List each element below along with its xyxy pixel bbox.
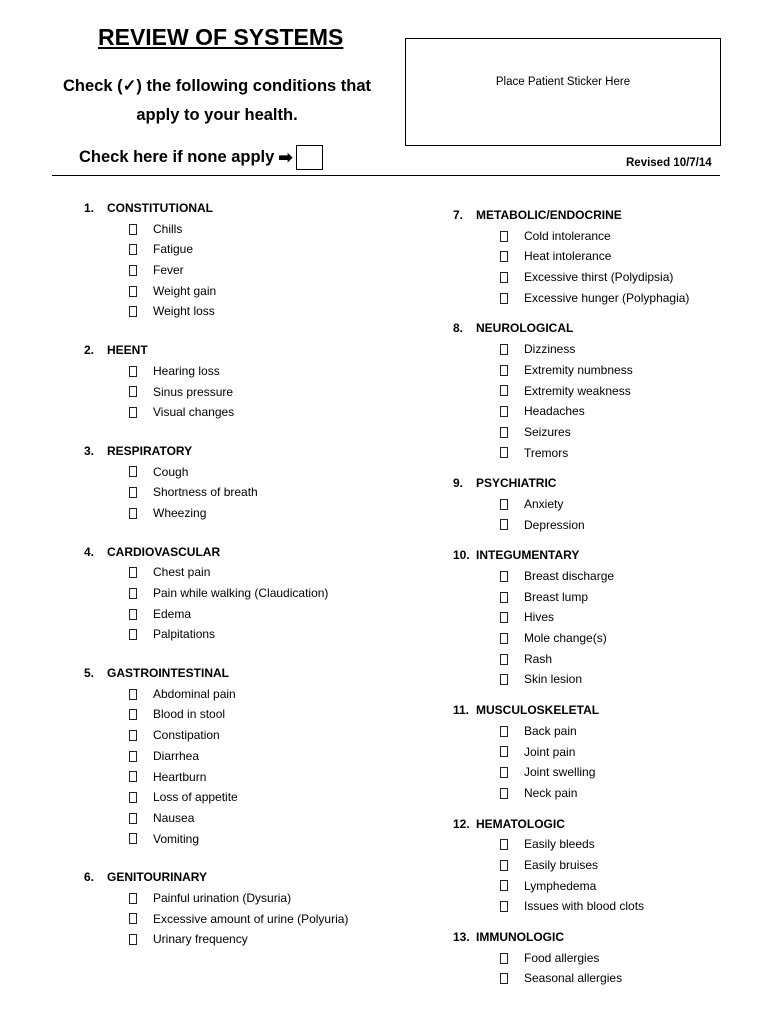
checklist-item-weight-gain [84,281,414,302]
instructions-text: Check (✓) the following conditions that apply to your health. [62,77,372,124]
item-label: Fever [153,263,184,278]
checkbox[interactable] [500,592,508,603]
section-heading [84,198,414,219]
section-spacer [84,645,414,663]
section-number: 7. [453,208,464,222]
checkbox[interactable] [500,788,508,799]
item-label: Back pain [524,723,577,738]
checklist-item-seizures [453,422,753,443]
section-number: 5. [84,666,95,681]
item-label: Sinus pressure [153,384,234,399]
item-label: Depression [524,517,585,532]
section-heading [453,205,753,226]
item-label: Heartburn [153,769,207,784]
checklist-item-depression [453,515,753,536]
checklist-item-cold-intolerance [453,226,753,247]
section-number: 9. [453,476,464,491]
item-label: Rash [524,651,553,666]
checklist-item-painful-urination-dysuria [84,888,414,909]
checkbox[interactable] [500,973,508,984]
section-spacer [453,690,753,700]
checkbox[interactable] [129,934,137,945]
section-title: RESPIRATORY [107,443,193,458]
item-label: Excessive amount of urine (Polyuria) [153,911,349,926]
item-label: Dizziness [524,342,576,357]
item-label: Issues with blood clots [524,899,645,914]
item-label: Breast lump [524,589,589,604]
section-musculoskeletal [453,700,753,803]
checkbox[interactable] [129,567,137,578]
item-label: Chest pain [153,565,211,580]
section-genitourinary [84,867,414,950]
item-label: Excessive thirst (Polydipsia) [524,270,674,285]
checkbox[interactable] [500,901,508,912]
section-spacer [453,535,753,545]
item-label: Breast discharge [524,569,615,583]
checkbox[interactable] [500,519,508,530]
checklist-item-joint-swelling [453,762,753,783]
checklist-item-dizziness [453,339,753,360]
checklist-item-diarrhea [84,746,414,767]
section-title: HEMATOLOGIC [476,816,565,831]
checkbox[interactable] [500,880,508,891]
section-title: GASTROINTESTINAL [107,666,229,681]
item-label: Palpitations [153,627,216,642]
item-label: Visual changes [153,405,235,420]
checkbox[interactable] [500,746,508,757]
checklist-item-visual-changes [84,402,414,423]
checklist-item-joint-pain [453,742,753,763]
checklist-item-neck-pain [453,783,753,804]
item-label: Edema [153,606,192,621]
item-label: Joint swelling [524,765,596,780]
item-label: Tremors [524,445,569,460]
section-number: 1. [84,201,95,215]
section-spacer [453,308,753,318]
right-column [453,205,753,989]
item-label: Mole change(s) [524,631,607,646]
checklist-item-heat-intolerance [453,246,753,267]
section-heading [84,542,414,563]
section-integumentary [453,545,753,690]
checkbox[interactable] [129,386,137,397]
checklist-item-rash [453,649,753,670]
section-heading [84,867,414,888]
checklist-item-hives [453,607,753,628]
section-title: METABOLIC/ENDOCRINE [476,208,622,222]
item-label: Wheezing [153,505,207,520]
item-label: Cough [153,464,189,479]
checkbox[interactable] [129,224,137,235]
checklist-item-extremity-weakness [453,381,753,402]
section-heading [453,473,753,494]
checklist-item-lymphedema [453,876,753,897]
item-label: Weight gain [153,283,217,298]
checklist-item-shortness-of-breath [84,482,414,503]
section-heading [84,441,414,462]
item-label: Painful urination (Dysuria) [153,890,292,905]
checklist-item-blood-in-stool [84,704,414,725]
checkbox[interactable] [500,447,508,458]
item-label: Headaches [524,404,585,419]
section-number: 4. [84,544,95,559]
checkbox[interactable] [500,612,508,623]
section-title: IMMUNOLOGIC [476,930,564,944]
item-label: Nausea [153,810,195,825]
section-title: HEENT [107,343,148,358]
section-hematologic [453,814,753,917]
item-label: Joint pain [524,744,576,759]
checkbox[interactable] [129,265,137,276]
section-heading [453,927,753,948]
item-label: Shortness of breath [153,485,258,500]
section-cardiovascular [84,542,414,645]
checkbox[interactable] [500,272,508,283]
item-label: Easily bleeds [524,837,595,852]
left-column [84,198,414,950]
patient-sticker-box [405,38,721,146]
section-title: MUSCULOSKELETAL [476,703,600,718]
checklist-item-palpitations [84,624,414,645]
checkbox[interactable] [500,251,508,262]
section-title: CARDIOVASCULAR [107,544,221,559]
item-label: Urinary frequency [153,932,248,947]
checklist-item-nausea [84,808,414,829]
item-label: Chills [153,221,183,236]
checkbox[interactable] [500,385,508,396]
checkbox[interactable] [500,654,508,665]
section-heent [84,340,414,423]
checkbox[interactable] [129,366,137,377]
checkbox[interactable] [129,244,137,255]
item-label: Easily bruises [524,857,599,872]
section-number: 13. [453,930,470,944]
checkbox[interactable] [129,751,137,762]
checklist-item-fever [84,260,414,281]
checkbox[interactable] [500,839,508,850]
checklist-item-cough [84,462,414,483]
checkbox[interactable] [500,344,508,355]
checkbox[interactable] [500,767,508,778]
checklist-item-headaches [453,401,753,422]
header-divider [52,175,720,176]
item-label: Extremity numbness [524,362,633,377]
checkbox[interactable] [129,813,137,824]
checkbox[interactable] [500,406,508,417]
checkbox[interactable] [500,633,508,644]
checklist-item-vomiting [84,829,414,850]
sticker-label: Place Patient Sticker Here [495,76,631,88]
section-spacer [453,463,753,473]
section-number: 10. [453,548,470,563]
checkbox[interactable] [500,953,508,964]
checkbox[interactable] [129,286,137,297]
checklist-item-issues-with-blood-clots [453,896,753,917]
section-constitutional [84,198,414,322]
checkbox[interactable] [129,709,137,720]
checkbox[interactable] [129,629,137,640]
section-psychiatric [453,473,753,535]
checkbox[interactable] [129,609,137,620]
section-heading [453,700,753,721]
section-title: PSYCHIATRIC [476,476,557,491]
section-heading [453,545,753,566]
checklist-item-breast-lump [453,587,753,608]
checkbox[interactable] [500,231,508,242]
checklist-item-extremity-numbness [453,360,753,381]
checklist-item-constipation [84,725,414,746]
checklist-item-loss-of-appetite [84,787,414,808]
checklist-item-back-pain [453,721,753,742]
item-label: Anxiety [524,496,564,511]
section-spacer [453,917,753,927]
arrow-right-icon: ➡ [278,147,293,167]
checkbox[interactable] [129,407,137,418]
section-number: 6. [84,870,95,885]
item-label: Excessive hunger (Polyphagia) [524,290,690,305]
checkbox[interactable] [129,588,137,599]
checklist-item-easily-bleeds [453,834,753,855]
checklist-item-skin-lesion [453,669,753,690]
checklist-item-weight-loss [84,301,414,322]
checkbox[interactable] [129,792,137,803]
checkbox[interactable] [500,427,508,438]
section-title: NEUROLOGICAL [476,321,574,336]
section-spacer [84,524,414,542]
item-label: Seasonal allergies [524,971,623,986]
section-metabolic-endocrine [453,205,753,308]
checkbox[interactable] [500,726,508,737]
item-label: Blood in stool [153,707,226,722]
checkbox[interactable] [129,771,137,782]
none-apply-label: Check here if none apply [79,148,275,166]
item-label: Skin lesion [524,672,583,687]
checkbox[interactable] [129,689,137,700]
checklist-item-food-allergies [453,948,753,969]
section-heading [453,318,753,339]
item-label: Constipation [153,728,220,743]
section-heading [84,663,414,684]
checklist-item-abdominal-pain [84,684,414,705]
checklist-item-fatigue [84,239,414,260]
checklist-item-heartburn [84,767,414,788]
checkbox[interactable] [129,913,137,924]
checklist-item-sinus-pressure [84,382,414,403]
checkbox[interactable] [500,674,508,685]
checkbox[interactable] [500,571,508,582]
item-label: Abdominal pain [153,686,236,701]
section-number: 8. [453,321,464,336]
checklist-item-anxiety [453,494,753,515]
section-number: 3. [84,443,95,458]
item-label: Weight loss [153,304,215,319]
none-apply-row [79,145,323,170]
checkbox[interactable] [129,487,137,498]
checkbox[interactable] [129,508,137,519]
item-label: Diarrhea [153,748,200,763]
checklist-item-mole-change-s [453,628,753,649]
section-title: INTEGUMENTARY [476,548,580,563]
page-title: REVIEW OF SYSTEMS [98,24,344,50]
checkbox[interactable] [129,306,137,317]
item-label: Hives [524,610,555,625]
checkbox[interactable] [129,893,137,904]
checkbox[interactable] [500,293,508,304]
item-label: Fatigue [153,242,194,257]
checklist-item-hearing-loss [84,361,414,382]
item-label: Cold intolerance [524,228,611,243]
checklist-item-urinary-frequency [84,929,414,950]
section-spacer [84,423,414,441]
section-gastrointestinal [84,663,414,849]
item-label: Pain while walking (Claudication) [153,586,329,600]
checklist-item-chest-pain [84,562,414,583]
section-number: 12. [453,816,470,831]
item-label: Heat intolerance [524,249,612,264]
checklist-item-pain-while-walking-claudication [84,583,414,604]
section-neurological [453,318,753,463]
item-label: Food allergies [524,950,600,965]
item-label: Seizures [524,424,571,439]
section-spacer [453,804,753,814]
item-label: Extremity weakness [524,383,631,398]
section-number: 11. [453,703,470,718]
checklist-item-tremors [453,443,753,464]
checklist-item-excessive-thirst-polydipsia [453,267,753,288]
item-label: Vomiting [153,831,200,846]
checkbox[interactable] [129,466,137,477]
checklist-item-seasonal-allergies [453,968,753,989]
item-label: Loss of appetite [153,790,238,805]
item-label: Neck pain [524,785,578,800]
section-respiratory [84,441,414,524]
checklist-item-excessive-amount-of-urine-polyuria [84,909,414,930]
section-spacer [84,849,414,867]
checkbox[interactable] [129,833,137,844]
none-apply-checkbox[interactable] [296,145,323,170]
item-label: Hearing loss [153,363,220,378]
checklist-item-easily-bruises [453,855,753,876]
section-spacer [84,322,414,340]
section-title: GENITOURINARY [107,870,208,885]
checkbox[interactable] [500,499,508,510]
section-heading [84,340,414,361]
checklist-item-wheezing [84,503,414,524]
section-title: CONSTITUTIONAL [107,201,213,215]
checklist-item-breast-discharge [453,566,753,587]
checklist-item-chills [84,219,414,240]
item-label: Lymphedema [524,878,597,893]
checkbox[interactable] [500,860,508,871]
section-heading [453,814,753,835]
checklist-item-edema [84,604,414,625]
revised-date: Revised 10/7/14 [626,157,712,169]
checkbox[interactable] [129,730,137,741]
checklist-item-excessive-hunger-polyphagia [453,288,753,309]
section-immunologic [453,927,753,989]
checkbox[interactable] [500,365,508,376]
section-number: 2. [84,343,95,358]
